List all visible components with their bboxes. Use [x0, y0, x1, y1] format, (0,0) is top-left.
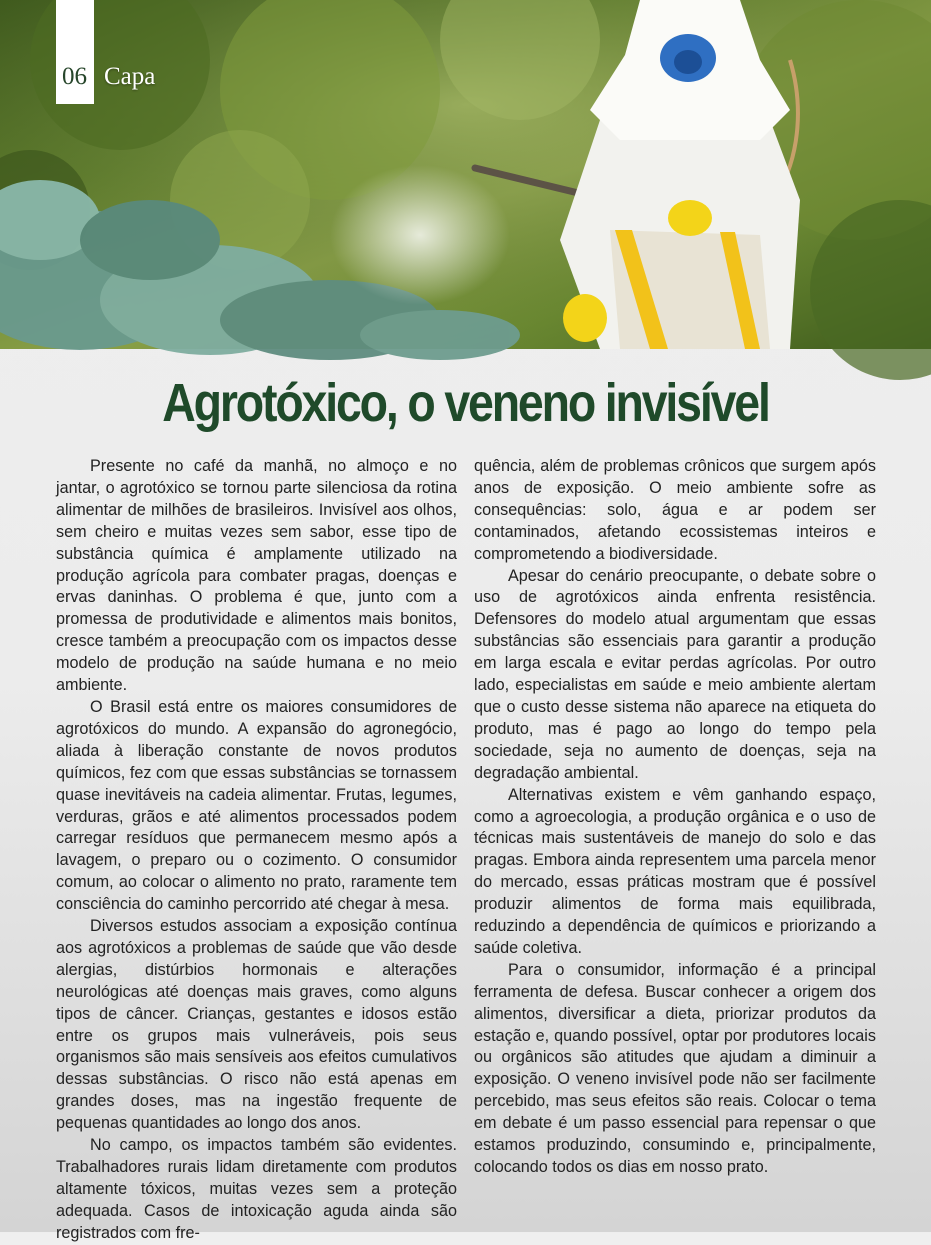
page-number: 06: [62, 63, 87, 90]
article-column-right: [474, 456, 876, 1179]
paragraph: O Brasil está entre os maiores consumidores de agrotóxicos do mundo. A expansão do agronegócio, aliada à liberação constante de novos produtos químicos, fez com que essas substâncias se tornassem quase inevitáveis na cadeia alimentar. Frutas, legumes, verduras, grãos e até alimentos processados podem carregar resíduos que permanecem mesmo após a lavagem, o preparo ou o cozimento. O consumidor comum, ao colocar o alimento no prato, raramente tem consciência do caminho percorrido até chegar à mesa.: [56, 697, 457, 914]
paragraph: Diversos estudos associam a exposição contínua aos agrotóxicos a problemas de saúde que vão desde alergias, distúrbios hormonais e alterações neurológicas até doenças mais graves, como alguns tipos de câncer. Crianças, gestantes e idosos estão entre os grupos mais vulneráveis, pois seus organismos são mais sensíveis aos efeitos cumulativos dessas substâncias. O risco não está apenas em grandes doses, mas na ingestão frequente de pequenas quantidades ao longo dos anos.: [56, 917, 457, 1133]
paragraph: Para o consumidor, informação é a principal ferramenta de defesa. Buscar conhecer a origem dos alimentos, diversificar a dieta, priorizar produtos da estação e, quando possível, optar por produtores locais ou orgânicos são atitudes que ajudam a diminuir a exposição. O veneno invisível pode não ser facilmente percebido, mas seus efeitos são reais. Colocar o tema em debate é um passo essencial para repensar o que estamos produzindo, consumindo e, principalmente, colocando todos os dias em nosso prato.: [474, 960, 876, 1176]
section-label: Capa: [104, 63, 156, 90]
paragraph: Apesar do cenário preocupante, o debate sobre o uso de agrotóxicos ainda enfrenta resistência. Defensores do modelo atual argumentam que essas substâncias são essenciais para garantir a produção em larga escala e evitar perdas agrícolas. Por outro lado, especialistas em saúde e meio ambiente alertam que o custo desse sistema não aparece na etiqueta do produto, mas é pago ao longo do tempo pela sociedade, seja no aumento de doenças, seja na degradação ambiental.: [474, 566, 876, 782]
paragraph: Presente no café da manhã, no almoço e no jantar, o agrotóxico se tornou parte silenciosa da rotina alimentar de milhões de brasileiros. Invisível aos olhos, sem cheiro e muitas vezes sem sabor, esse tipo de substância química é amplamente utilizado na produção agrícola para combater pragas, doenças e ervas daninhas. O problema é que, junto com a promessa de produtividade e alimentos mais bonitos, cresce também a preocupação com os impactos desse modelo de produção na saúde humana e no meio ambiente.: [56, 457, 457, 695]
hero-photo: [0, 0, 931, 349]
pesticide-sprayer-photo-icon: [0, 0, 931, 349]
paragraph: No campo, os impactos também são evidentes. Trabalhadores rurais lidam diretamente com produtos altamente tóxicos, muitas vezes sem a proteção adequada. Casos de intoxicação aguda ainda são registrados com fre-: [56, 1136, 457, 1242]
paragraph-continuation: quência, além de problemas crônicos que surgem após anos de exposição. O meio ambiente sofre as consequências: solo, água e ar podem ser contaminados, afetando ecossistemas inteiros e comprometendo a biodiversidade.: [474, 457, 876, 563]
article-column-left: [56, 456, 457, 1245]
article-title: Agrotóxico, o veneno invisível: [162, 373, 769, 433]
paragraph: Alternativas existem e vêm ganhando espaço, como a agroecologia, a produção orgânica e o uso de técnicas mais sustentáveis de manejo do solo e das pragas. Embora ainda representem uma parcela menor do mercado, essas práticas mostram que é possível produzir alimentos de forma mais equilibrada, reduzindo a dependência de químicos e priorizando a saúde coletiva.: [474, 785, 876, 957]
